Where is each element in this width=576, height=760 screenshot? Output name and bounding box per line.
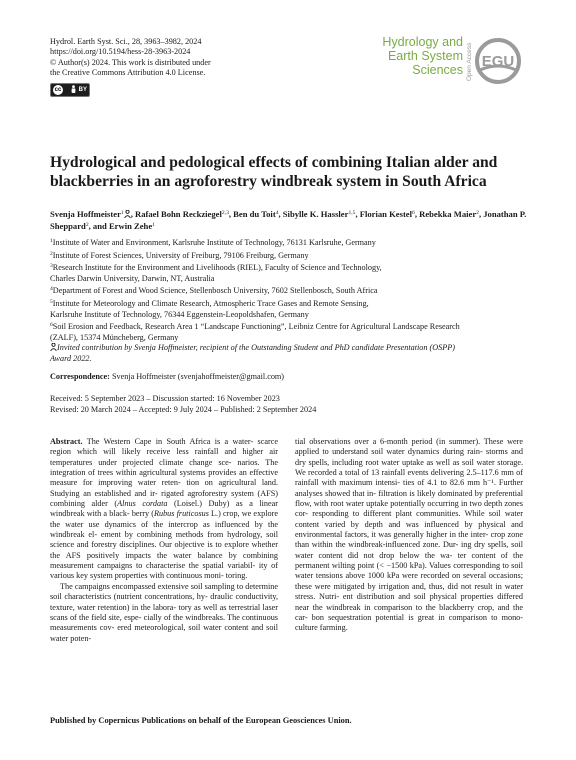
author-list: Svenja Hoffmeister$^1$ , Rafael Bohn Reckziegel$^{2,3}$, Ben du Toit$^4$, Sibylle K. Hassler$^{1,5}$, Florian Kestel$^6$, Rebekka Maier$^2$, Jonathan P. Sheppard$^2$, and Erwin Zehe$^1$ [50,209,527,231]
author-name: Sibylle K. Hassler [282,209,349,219]
doi-link[interactable]: https://doi.org/10.5194/hess-28-3963-2024 [50,47,191,57]
author-name: Svenja Hoffmeister [50,209,121,219]
abstract-paragraph-1: Abstract. The Western Cape in South Africa is a water- scarce region which will likely receive less rainfall and higher air temperatures under projected climate change sce- narios. The integration of trees within agricultural systems provides an effective measure for improving water reten- tion on agricultural land. Studying an established and ir- rigated agroforestry system (AFS) combining alder (Alnus cordata (Loisel.) Duby) as a linear windbreak with a black- berry (Rubus fruticosus L.) crop, we explore the water use dynamics of the intercrop as influenced by the windbreak el- ement by combining methods from hydrology, soil science and forestry disciplines. Our objective is to explore whether the AFS positively impacts the water balance by combining measurement campaigns to characterise the spatial variabil- ity of various key system properties with continuous moni- toring. [50,437,279,581]
affiliation-line: Charles Darwin University, Darwin, NT, Australia [50,273,215,283]
author-name: Jonathan P. Sheppard [50,209,527,231]
author-affiliation-marker: 1 [152,222,155,228]
author-name: Rebekka Maier [419,209,477,219]
abstract-column-left [50,437,278,644]
journal-name: Hydrology and Earth System Sciences [382,35,463,77]
affiliation-line: $^6$Soil Erosion and Feedback, Research Area 1 “Landscape Functioning”, Leibniz Centre for Agricultural Landscape Research [50,322,460,332]
affiliation-line: $^2$Institute of Forest Sciences, University of Freiburg, 79106 Freiburg, Germany [50,250,309,260]
invited-contribution-note: Invited contribution by Svenja Hoffmeister, recipient of the Outstanding Student and PhD candidate Presentation (OSPP) Award 2022. [50,343,456,363]
affiliation-line: $^3$Research Institute for the Environment and Livelihoods (RIEL), Faculty of Science and Technology, [50,263,382,273]
author-affiliation-marker: 2,3 [221,210,229,216]
copyright-line: © Author(s) 2024. This work is distributed under [50,57,211,67]
correspondence-label: Correspondence: [50,372,110,381]
author-affiliation-marker: 2 [85,222,89,228]
correspondence [50,372,284,383]
affiliation-number: 3 [50,263,53,270]
author-name: Rafael Bohn Reckziegel [134,209,222,219]
author-name: Ben du Toit [233,209,276,219]
affiliation-line: $^1$Institute of Water and Environment, Karlsruhe Institute of Technology, 76131 Karlsruhe, Germany [50,238,376,247]
affiliation-line: $^5$Institute for Meteorology and Climate Research, Atmospheric Trace Gases and Remote Sensing, [50,298,369,308]
affiliation-line: $^4$Department of Forest and Wood Science, Stellenbosch University, 7602 Stellenbosch, South Africa [50,286,378,296]
cc-by-license-badge[interactable] [50,83,90,97]
author-affiliation-marker: 1,5 [348,210,356,216]
by-label: BY [78,87,87,93]
affiliation-number: 5 [50,298,53,305]
affiliation-line: (ZALF), 15374 Müncheberg, Germany [50,332,179,342]
abstract-paragraph-2-continued: tial observations over a 6-month period (in summer). These were applied to understand soil water dynamics during rain- storms and dry spells, including root water uptake as well as soil water storage. We recorded a total of 13 rainfall events delivering 2.5–117.6 mm of rainfall with maximum intensi- ties of 4.1 to 82.6 mm h⁻¹. Further analyses showed that in- filtration is likely dominated by preferential flow, with root water uptake potentially occurring in two depth zones cor- responding to different plant communities. While soil water content varied by depth and was influenced by physical and environmental factors, it was generally higher in the inter- crop zone than within the windbreak-influenced zone. Dur- ing dry spells, soil water content did not drop below the wa- ter content of the permanent wilting point (< −1500 kPa). Values corresponding to soil water tensions above 1000 kPa were recorded on several occasions; these were mitigated by irrigation and, thus, did not result in water stress. Nutri- ent distribution and soil physical properties differed near the windbreak in comparison to the blackberry crop, and the car- bon sequestration potential is great in comparison to mono- culture farming. [295,437,523,633]
abstract-paragraph-2: The campaigns encompassed extensive soil sampling to determine soil characteristics (nutrient concentrations, hy- draulic conductivity, texture, water retention) in the labora- tory as well as terrestrial laser scans of the field site, espe- cially of the windbreaks. The continuous measurements cov- ered meteorological, soil water content and soil water poten- [50,581,278,643]
award-person-icon [124,209,131,219]
award-person-icon [50,343,57,352]
egu-logo-icon [474,38,522,84]
paper-title: Hydrological and pedological effects of combining Italian alder and blackberries in an agroforestry windbreak system in South Africa [50,154,498,190]
affiliation-line: Karlsruhe Institute of Technology, 76344 Eggenstein-Leopoldshafen, Germany [50,309,309,319]
license-line: the Creative Commons Attribution 4.0 License. [50,68,206,78]
by-person-icon [70,85,77,96]
abstract-label: Abstract. [50,437,83,446]
affiliation-number: 2 [50,250,53,257]
author-name: Florian Kestel [359,209,413,219]
author-affiliation-marker: 6 [412,210,415,216]
affiliation-number: 4 [50,286,53,293]
author-name: Erwin Zehe [108,221,153,231]
abstract-column-right [295,437,523,634]
publication-dates: Received: 5 September 2023 – Discussion started: 16 November 2023 Revised: 20 March 2024 – Accepted: 9 July 2024 – Published: 2 September 2024 [50,394,317,414]
author-affiliation-marker: 1 [120,210,124,216]
correspondence-email[interactable]: Svenja Hoffmeister (svenjahoffmeister@gmail.com) [111,372,285,381]
cc-icon: cc [54,87,62,93]
author-affiliation-marker: 4 [275,210,279,216]
journal-citation-block [50,37,211,79]
svg-text:EGU: EGU [481,53,515,70]
affiliation-number: 6 [50,322,53,329]
publisher-footer: Published by Copernicus Publications on behalf of the European Geosciences Union. [50,716,352,725]
affiliations [50,236,540,365]
author-affiliation-marker: 2 [476,210,479,216]
open-access-label [465,40,473,82]
citation-line: Hydrol. Earth Syst. Sci., 28, 3963–3982, 2024 [50,37,202,46]
svg-text:Open Access: Open Access [466,42,473,81]
affiliation-number: 1 [50,238,53,244]
